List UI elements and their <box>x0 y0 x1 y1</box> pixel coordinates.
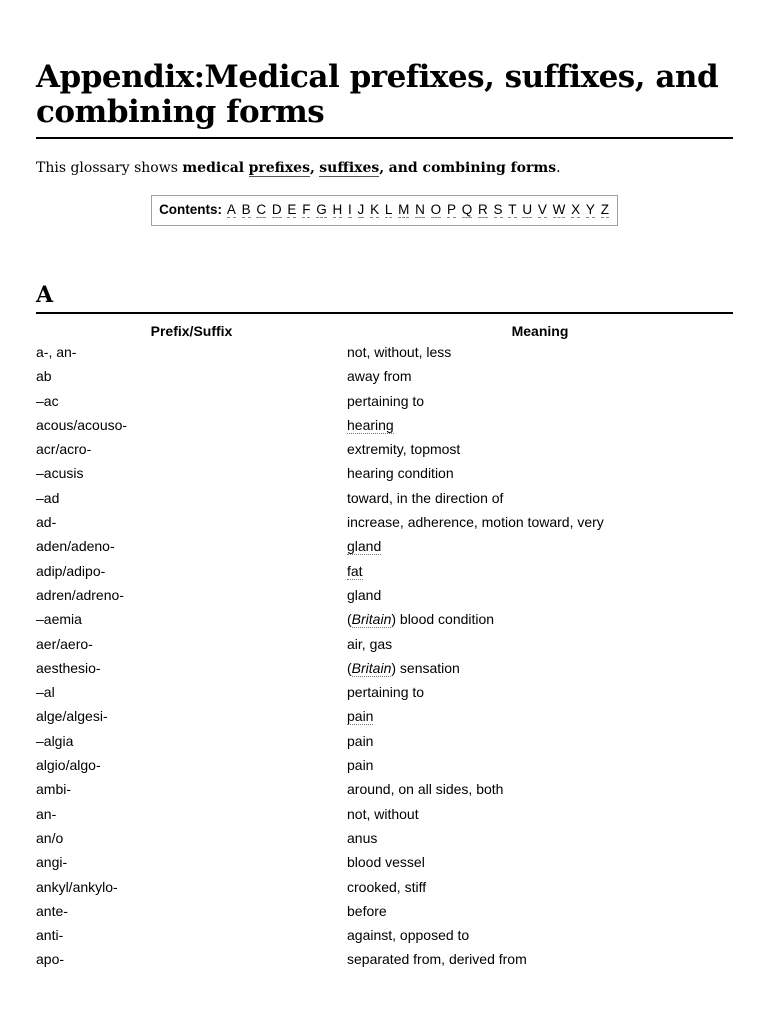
table-row <box>36 899 733 923</box>
column-header-prefix: Prefix/Suffix <box>150 323 233 339</box>
meaning-cell: anus <box>347 829 378 846</box>
meaning-cell: pertaining to <box>347 392 425 409</box>
table-row <box>36 704 733 728</box>
contents-letter-r[interactable]: R <box>478 202 488 217</box>
contents-letter-f[interactable]: F <box>302 202 311 217</box>
term-cell: –ac <box>36 392 59 409</box>
region-link-britain[interactable]: Britain <box>351 611 392 628</box>
table-row <box>36 364 733 388</box>
contents-letters <box>226 202 610 217</box>
section-heading-a: A <box>36 282 733 314</box>
meaning-cell: air, gas <box>347 635 393 652</box>
term-cell: –acusis <box>36 465 84 482</box>
contents-letter-e[interactable]: E <box>287 202 297 217</box>
meaning-cell: hearing condition <box>347 465 454 482</box>
term-cell: –aemia <box>36 611 82 628</box>
meaning-open-paren: ( <box>347 659 352 676</box>
term-cell: adip/adipo- <box>36 562 106 579</box>
intro-medical: medical <box>182 160 245 176</box>
term-cell: aden/adeno- <box>36 538 115 555</box>
term-cell: ab <box>36 368 52 385</box>
table-header-row <box>36 322 733 340</box>
table-row <box>36 947 733 971</box>
contents-letter-j[interactable]: J <box>357 202 365 217</box>
meaning-text: ) sensation <box>391 659 460 676</box>
contents-letter-n[interactable]: N <box>415 202 425 217</box>
table-row <box>36 680 733 704</box>
meaning-cell: before <box>347 902 387 919</box>
contents-letter-a[interactable]: A <box>226 202 236 217</box>
meaning-cell: against, opposed to <box>347 927 470 944</box>
contents-box <box>151 195 618 226</box>
meaning-cell: away from <box>347 368 412 385</box>
term-cell: –ad <box>36 489 60 506</box>
meaning-cell <box>347 534 733 558</box>
meaning-cell: not, without <box>347 805 419 822</box>
contents-letter-h[interactable]: H <box>332 202 343 217</box>
table-row <box>36 632 733 656</box>
suffixes-link[interactable]: suffixes <box>319 160 380 176</box>
contents-letter-u[interactable]: U <box>522 202 533 217</box>
contents-letter-c[interactable]: C <box>256 202 267 217</box>
table-row <box>36 559 733 583</box>
term-cell: acr/acro- <box>36 441 92 458</box>
meaning-cell <box>347 656 733 680</box>
contents-letter-l[interactable]: L <box>384 202 393 217</box>
intro-paragraph <box>36 159 733 177</box>
table-row <box>36 923 733 947</box>
term-cell: acous/acouso- <box>36 416 128 433</box>
table-row <box>36 510 733 534</box>
meaning-cell: blood vessel <box>347 854 425 871</box>
table-row <box>36 850 733 874</box>
intro-text: This glossary shows <box>36 160 183 176</box>
table-row <box>36 583 733 607</box>
intro-comma: , <box>379 160 385 176</box>
meaning-cell: crooked, stiff <box>347 878 427 895</box>
meaning-cell <box>347 607 733 631</box>
contents-letter-t[interactable]: T <box>508 202 517 217</box>
meaning-cell: pain <box>347 757 374 774</box>
term-cell: a-, an- <box>36 344 77 360</box>
term-cell: angi- <box>36 854 68 871</box>
meaning-link[interactable]: pain <box>347 708 374 725</box>
term-cell: ante- <box>36 902 68 919</box>
term-cell: –algia <box>36 732 74 749</box>
intro-comma: , <box>309 160 315 176</box>
term-cell: apo- <box>36 951 65 968</box>
contents-letter-w[interactable]: W <box>552 202 566 217</box>
term-cell: aer/aero- <box>36 635 93 652</box>
contents-letter-k[interactable]: K <box>370 202 380 217</box>
table-row <box>36 656 733 680</box>
glossary-body <box>36 340 733 972</box>
term-cell: anti- <box>36 927 64 944</box>
page-content <box>36 0 733 972</box>
table-row <box>36 461 733 485</box>
meaning-cell: around, on all sides, both <box>347 781 504 798</box>
contents-letter-y[interactable]: Y <box>585 202 595 217</box>
contents-wrapper <box>36 195 733 226</box>
page-title: Appendix:Medical prefixes, suffixes, and combining forms <box>36 0 733 139</box>
meaning-link[interactable]: gland <box>347 538 382 555</box>
meaning-cell <box>347 704 733 728</box>
contents-letter-x[interactable]: X <box>571 202 581 217</box>
term-cell: –al <box>36 684 55 701</box>
table-row <box>36 875 733 899</box>
contents-letter-z[interactable]: Z <box>600 202 609 217</box>
meaning-cell: pain <box>347 732 374 749</box>
contents-letter-m[interactable]: M <box>398 202 410 217</box>
meaning-open-paren: ( <box>347 611 352 628</box>
intro-period: . <box>556 160 561 176</box>
meaning-cell: toward, in the direction of <box>347 489 504 506</box>
table-row <box>36 389 733 413</box>
term-cell: alge/algesi- <box>36 708 108 725</box>
term-cell: adren/adreno- <box>36 586 124 603</box>
meaning-cell: separated from, derived from <box>347 951 527 968</box>
meaning-cell <box>347 559 733 583</box>
table-row <box>36 777 733 801</box>
contents-label: Contents: <box>159 202 223 217</box>
table-row <box>36 534 733 558</box>
meaning-cell: increase, adherence, motion toward, very <box>347 514 604 531</box>
term-cell: algio/algo- <box>36 757 101 774</box>
column-header-meaning: Meaning <box>511 323 569 339</box>
intro-combining: and combining forms <box>388 160 557 176</box>
table-row <box>36 802 733 826</box>
term-cell: an/o <box>36 829 64 846</box>
meaning-cell: extremity, topmost <box>347 441 461 458</box>
contents-letter-i[interactable]: I <box>348 202 352 217</box>
meaning-text: ) blood condition <box>391 611 495 628</box>
table-row <box>36 826 733 850</box>
prefixes-link[interactable]: prefixes <box>248 160 310 176</box>
table-row <box>36 729 733 753</box>
table-row <box>36 413 733 437</box>
table-row <box>36 340 733 364</box>
meaning-cell: not, without, less <box>347 344 452 360</box>
table-row <box>36 753 733 777</box>
term-cell: aesthesio- <box>36 659 101 676</box>
meaning-cell <box>347 413 733 437</box>
contents-letter-g[interactable]: G <box>316 202 327 217</box>
contents-letter-d[interactable]: D <box>271 202 282 217</box>
table-row <box>36 607 733 631</box>
table-row <box>36 486 733 510</box>
term-cell: ad- <box>36 514 57 531</box>
term-cell: ankyl/ankylo- <box>36 878 118 895</box>
glossary-table <box>36 322 733 972</box>
meaning-link[interactable]: hearing <box>347 416 394 433</box>
term-cell: ambi- <box>36 781 72 798</box>
contents-letter-p[interactable]: P <box>446 202 456 217</box>
table-row <box>36 437 733 461</box>
meaning-link[interactable]: fat <box>347 562 363 579</box>
contents-letter-s[interactable]: S <box>493 202 503 217</box>
region-link-britain[interactable]: Britain <box>351 659 392 676</box>
meaning-cell: gland <box>347 586 382 603</box>
contents-letter-q[interactable]: Q <box>461 202 473 217</box>
contents-letter-o[interactable]: O <box>430 202 442 217</box>
contents-letter-b[interactable]: B <box>241 202 251 217</box>
meaning-cell: pertaining to <box>347 684 425 701</box>
contents-letter-v[interactable]: V <box>537 202 547 217</box>
term-cell: an- <box>36 805 57 822</box>
